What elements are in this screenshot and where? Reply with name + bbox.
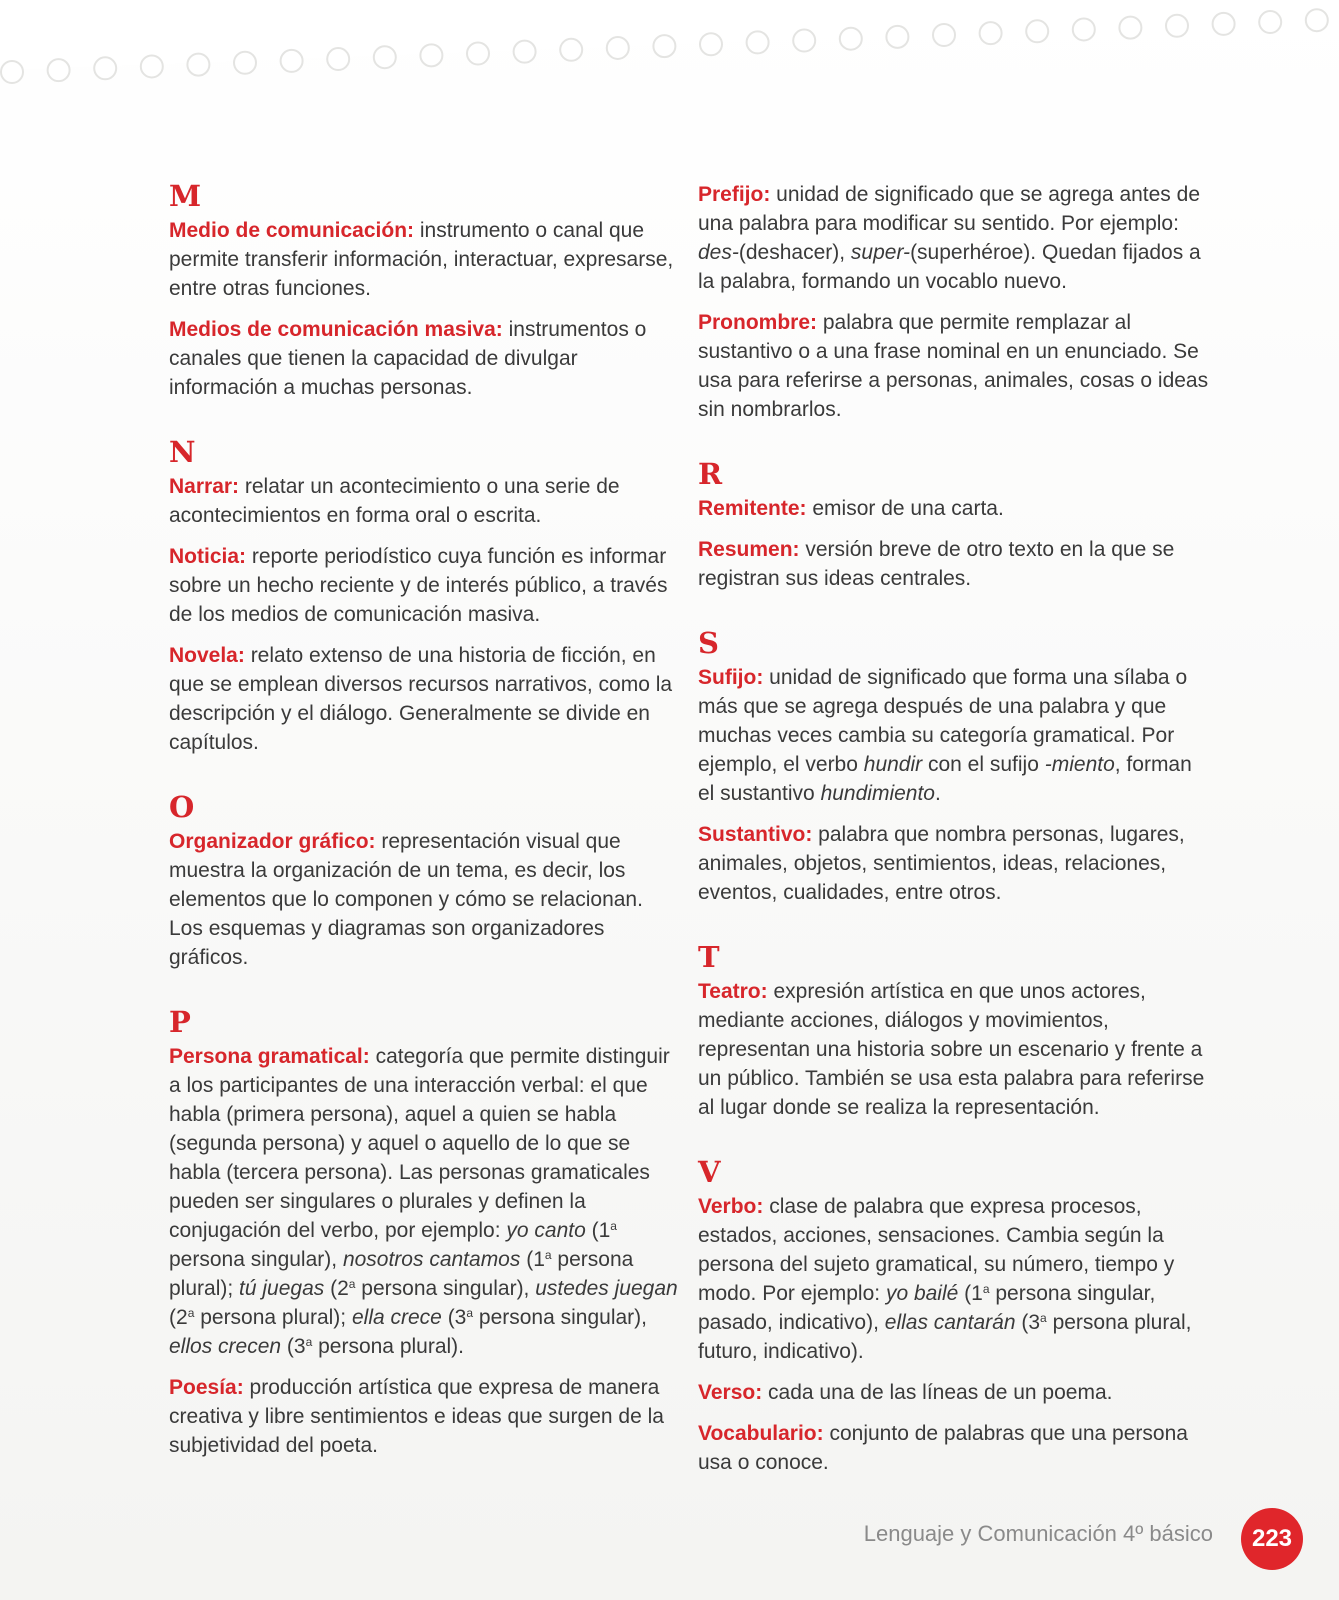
- binding-hole: [560, 39, 582, 61]
- glossary-entry: [169, 542, 679, 629]
- binding-hole: [420, 44, 442, 66]
- glossary-definition: relatar un acontecimiento o una serie de acontecimientos en forma oral o escrita.: [169, 475, 620, 527]
- glossary-definition: palabra que nombra personas, lugares, animales, objetos, sentimientos, ideas, relaciones, eventos, cualidades, entre otros.: [698, 823, 1185, 904]
- glossary-definition: instrumentos o canales que tienen la capacidad de divulgar información a muchas personas.: [169, 318, 647, 399]
- glossary-definition: unidad de significado que forma una sílaba o más que se agrega después de una palabra y que muchas veces cambia su categoría gramatical. Por ejemplo, el verbo hundir con el sufijo -miento, forman el sustantivo hundimiento.: [698, 666, 1192, 805]
- glossary-term: Sufijo:: [698, 666, 764, 689]
- glossary-term: Poesía:: [169, 1376, 244, 1399]
- glossary-entry: [698, 1192, 1213, 1366]
- glossary-definition: producción artística que expresa de manera creativa y libre sentimientos e ideas que surgen de la subjetividad del poeta.: [169, 1376, 664, 1457]
- glossary-column-left: [169, 180, 679, 1472]
- glossary-term: Pronombre:: [698, 311, 818, 334]
- spiral-binding-edge: [0, 0, 1339, 100]
- binding-hole: [374, 46, 396, 68]
- binding-hole: [793, 30, 815, 52]
- glossary-definition: reporte periodístico cuya función es informar sobre un hecho reciente y de interés público, a través de los medios de comunicación masiva.: [169, 545, 668, 626]
- glossary-term: Narrar:: [169, 475, 240, 498]
- binding-hole: [281, 50, 303, 72]
- glossary-entry: [169, 641, 679, 757]
- letter-section: [169, 180, 679, 402]
- page-number-badge: 223: [1241, 1508, 1303, 1570]
- glossary-term: Remitente:: [698, 497, 807, 520]
- binding-hole: [48, 59, 70, 81]
- glossary-entry: [698, 663, 1213, 808]
- section-letter-heading: P: [169, 1005, 191, 1039]
- glossary-entry: [698, 977, 1213, 1122]
- section-letter-heading: M: [169, 179, 202, 213]
- binding-hole: [747, 31, 769, 53]
- glossary-term: Noticia:: [169, 545, 247, 568]
- glossary-definition: cada una de las líneas de un poema.: [762, 1381, 1113, 1404]
- glossary-term: Verbo:: [698, 1195, 764, 1218]
- section-letter-heading: N: [169, 435, 196, 469]
- glossary-term: Sustantivo:: [698, 823, 813, 846]
- glossary-entry: [698, 820, 1213, 907]
- binding-hole: [94, 57, 116, 79]
- binding-hole: [1, 61, 23, 83]
- glossary-definition: expresión artística en que unos actores, mediante acciones, diálogos y movimientos, representan una historia sobre un escenario y frente a un público. También se usa esta palabra para referirse al lugar donde se realiza la representación.: [698, 980, 1205, 1119]
- glossary-entry: [698, 494, 1213, 523]
- binding-hole: [980, 22, 1002, 44]
- glossary-term: Prefijo:: [698, 183, 771, 206]
- glossary-entry: [169, 315, 679, 402]
- binding-hole: [467, 43, 489, 65]
- glossary-term: Resumen:: [698, 538, 800, 561]
- glossary-entry: [698, 535, 1213, 593]
- glossary-term: Novela:: [169, 644, 245, 667]
- glossary-entry: [169, 1042, 679, 1361]
- section-letter-heading: T: [698, 940, 720, 974]
- glossary-entry: [169, 216, 679, 303]
- glossary-definition: unidad de significado que se agrega antes de una palabra para modificar su sentido. Por ejemplo: des-(deshacer), super-(superhéroe). Quedan fijados a la palabra, formando un vocablo nuevo.: [698, 183, 1201, 293]
- glossary-entry: [698, 308, 1213, 424]
- glossary-term: Vocabulario:: [698, 1422, 824, 1445]
- section-letter-heading: O: [169, 790, 195, 824]
- binding-hole: [1073, 18, 1095, 40]
- glossary-entry: [698, 180, 1213, 296]
- binding-hole: [653, 35, 675, 57]
- binding-hole: [840, 28, 862, 50]
- glossary-term: Organizador gráfico:: [169, 830, 376, 853]
- glossary-term: Verso:: [698, 1381, 763, 1404]
- glossary-definition: instrumento o canal que permite transferir información, interactuar, expresarse, entre otras funciones.: [169, 219, 674, 300]
- glossary-entry: [698, 1378, 1213, 1407]
- section-letter-heading: R: [698, 457, 723, 491]
- glossary-definition: conjunto de palabras que una persona usa o conoce.: [698, 1422, 1188, 1474]
- binding-hole: [1026, 20, 1048, 42]
- binding-hole: [141, 55, 163, 77]
- glossary-definition: versión breve de otro texto en la que se registran sus ideas centrales.: [698, 538, 1175, 590]
- glossary-term: Persona gramatical:: [169, 1045, 370, 1068]
- glossary-term: Medios de comunicación masiva:: [169, 318, 503, 341]
- glossary-definition: representación visual que muestra la organización de un tema, es decir, los elementos que lo componen y cómo se relacionan. Los esquemas y diagramas son organizadores gráficos.: [169, 830, 643, 969]
- binding-hole: [234, 52, 256, 74]
- letter-section: [169, 791, 679, 972]
- glossary-definition: clase de palabra que expresa procesos, estados, acciones, sensaciones. Cambia según la persona del sujeto gramatical, su número, tiempo y modo. Por ejemplo: yo bailé (1$^a$ persona singular, pasado, indicativo), ellas cantarán (3$^a$ persona plural, futuro, indicativo).: [698, 1195, 1192, 1363]
- binding-hole: [1213, 13, 1235, 35]
- binding-hole: [514, 41, 536, 63]
- binding-hole: [700, 33, 722, 55]
- letter-section: [698, 627, 1213, 907]
- binding-hole: [187, 54, 209, 76]
- footer-book-title: Lenguaje y Comunicación 4º básico: [863, 1521, 1213, 1546]
- binding-hole: [886, 26, 908, 48]
- binding-hole: [327, 48, 349, 70]
- glossary-entry: [698, 1419, 1213, 1477]
- section-letter-heading: V: [698, 1155, 721, 1189]
- letter-section: [169, 1006, 679, 1460]
- glossary-entry: [169, 827, 679, 972]
- glossary-term: Medio de comunicación:: [169, 219, 415, 242]
- glossary-entry: [169, 1373, 679, 1460]
- glossary-term: Teatro:: [698, 980, 768, 1003]
- glossary-entry: [169, 472, 679, 530]
- section-letter-heading: S: [698, 626, 719, 660]
- letter-section: [698, 1156, 1213, 1477]
- glossary-definition: relato extenso de una historia de ficción, en que se emplean diversos recursos narrativos, como la descripción y el diálogo. Generalmente se divide en capítulos.: [169, 644, 673, 754]
- binding-hole: [1306, 9, 1328, 31]
- letter-section: [698, 458, 1213, 593]
- letter-section: [169, 436, 679, 757]
- binding-hole: [607, 37, 629, 59]
- glossary-column-right: [698, 180, 1213, 1489]
- letter-section: [698, 941, 1213, 1122]
- binding-hole: [1259, 11, 1281, 33]
- binding-hole: [1166, 15, 1188, 37]
- glossary-definition: categoría que permite distinguir a los participantes de una interacción verbal: el que habla (primera persona), aquel a quien se habla (segunda persona) y aquel o aquello de lo que se habla (tercera persona). Las personas gramaticales pueden ser singulares o plurales y definen la conjugación del verbo, por ejemplo: yo canto (1$^a$ persona singular), nosotros cantamos (1$^a$ persona plural); tú juegas (2$^a$ persona singular), ustedes juegan (2$^a$ persona plural); ella crece (3$^a$ persona singular), ellos crecen (3$^a$ persona plural).: [169, 1045, 678, 1358]
- binding-hole: [1119, 17, 1141, 39]
- glossary-definition: palabra que permite remplazar al sustantivo o a una frase nominal en un enunciado. Se usa para referirse a personas, animales, cosas o ideas sin nombrarlos.: [698, 311, 1209, 421]
- binding-hole: [933, 24, 955, 46]
- letter-section: [698, 180, 1213, 424]
- glossary-definition: emisor de una carta.: [806, 497, 1004, 520]
